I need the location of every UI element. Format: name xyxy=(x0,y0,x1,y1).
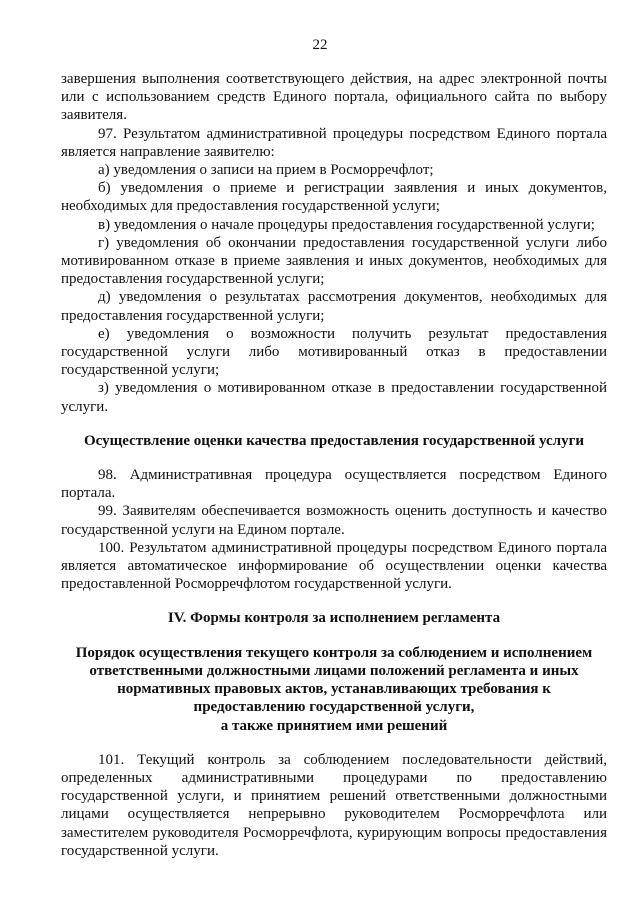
heading-control-line-1: Порядок осуществления текущего контроля за соблюдением и исполнением xyxy=(75,644,593,661)
list-item-a: а) уведомления о записи на прием в Росморречфлот; xyxy=(98,162,434,179)
list-item-e: е) уведомления о возможности получить результат предоставления государственной услуги либо мотивированный отказ в предоставлении государственной услуги; xyxy=(61,325,607,379)
list-item-v: в) уведомления о начале процедуры предоставления государственной услуги; xyxy=(98,216,595,233)
heading-control-line-3: нормативных правовых актов, устанавливающих требования к xyxy=(117,681,551,698)
list-item-d: д) уведомления о результатах рассмотрения документов, необходимых для предоставления государственной услуги; xyxy=(61,289,607,324)
page-number: 22 xyxy=(312,37,328,53)
paragraph-100: 100. Результатом административной процедуры посредством Единого портала является автоматическое информирование об осуществлении оценки качества предоставленной Росморречфлотом государственной услуги. xyxy=(61,539,607,593)
paragraph-97: 97. Результатом административной процедуры посредством Единого портала является направление заявителю: xyxy=(61,125,607,160)
heading-quality-assessment: Осуществление оценки качества предоставления государственной услуги xyxy=(83,432,585,449)
list-item-z: з) уведомления о мотивированном отказе в предоставлении государственной услуги. xyxy=(61,380,607,415)
paragraph-98: 98. Административная процедура осуществляется посредством Единого портала. xyxy=(61,467,607,502)
paragraph-101: 101. Текущий контроль за соблюдением последовательности действий, определенных административными процедурами по предоставлению государственной услуги, и принятием решений ответственными должностными лицами осуществляется непрерывно руководителем Росморречфлота или заместителем руководителя Росморречфлота, курирующим вопросы предоставления государственной услуги. xyxy=(61,751,607,859)
list-item-b: б) уведомления о приеме и регистрации заявления и иных документов, необходимых для предоставления государственной услуги; xyxy=(61,180,607,215)
list-item-g: г) уведомления об окончании предоставления государственной услуги либо мотивированном отказе в приеме заявления и иных документов, необходимых для предоставления государственной услуги; xyxy=(61,234,607,288)
document-body xyxy=(61,70,607,860)
paragraph-intro: завершения выполнения соответствующего действия, на адрес электронной почты или с использованием средств Единого портала, официального сайта по выбору заявителя. xyxy=(61,71,607,124)
heading-control-line-5: а также принятием ими решений xyxy=(220,717,448,734)
heading-control-procedure xyxy=(61,644,607,735)
heading-control-line-2: ответственными должностными лицами положений регламента и иных xyxy=(89,662,579,679)
heading-section-iv: IV. Формы контроля за исполнением регламента xyxy=(167,610,501,627)
paragraph-99: 99. Заявителям обеспечивается возможность оценить доступность и качество государственной услуги на Едином портале. xyxy=(61,503,607,538)
heading-control-line-4: предоставлению государственной услуги, xyxy=(193,699,475,716)
